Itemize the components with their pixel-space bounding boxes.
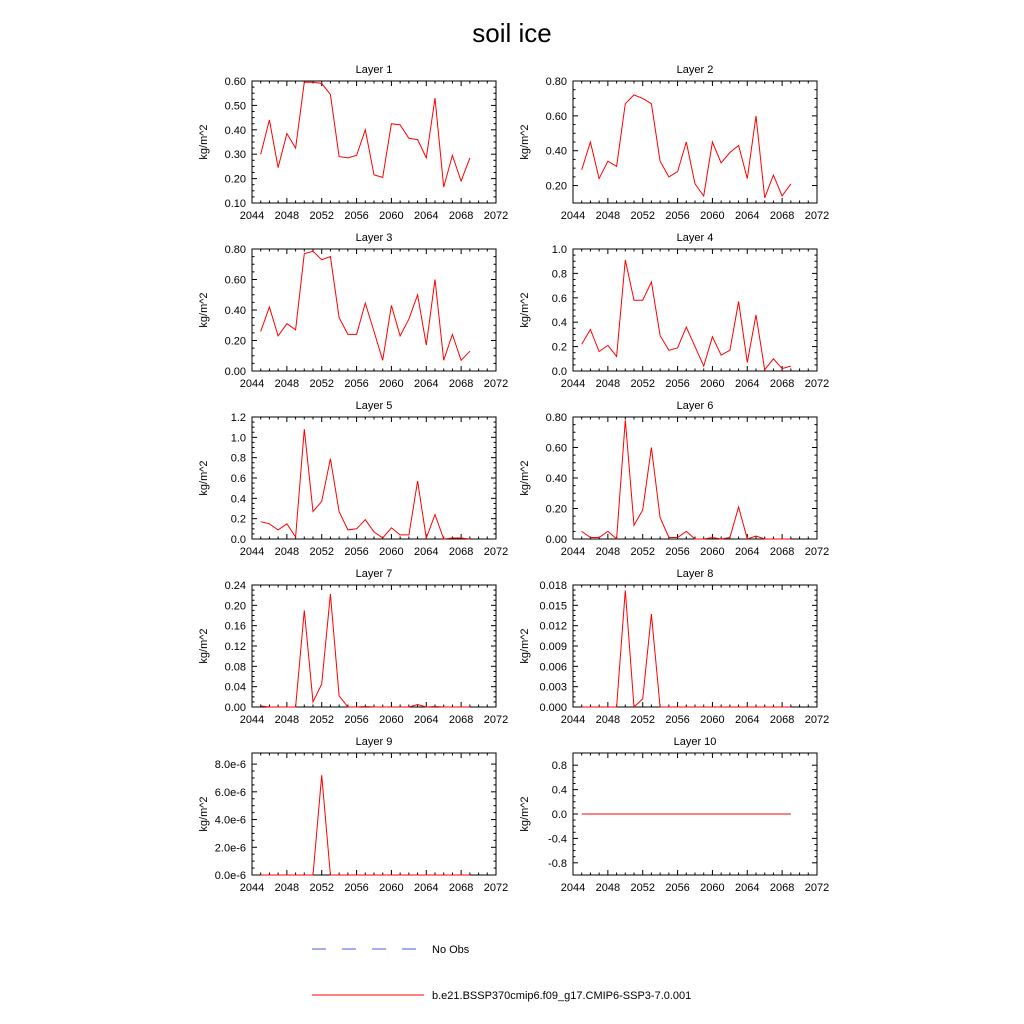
y-axis-label: kg/m^2	[198, 292, 210, 328]
y-tick-label: 0.000	[539, 702, 567, 714]
x-tick-label: 2048	[595, 210, 621, 222]
y-tick-label: -0.8	[548, 857, 567, 870]
y-tick-label: 0.006	[539, 661, 567, 674]
x-tick-label: 2048	[274, 378, 300, 390]
x-tick-label: 2060	[379, 546, 404, 558]
y-tick-label: 0.20	[224, 335, 246, 348]
x-tick-label: 2064	[735, 882, 760, 894]
y-tick-label: 0.015	[539, 600, 567, 613]
x-tick-label: 2064	[735, 210, 760, 222]
x-tick-label: 2064	[414, 882, 439, 894]
x-tick-label: 2072	[483, 714, 509, 726]
x-tick-label: 2064	[735, 546, 760, 558]
y-tick-label: 0.0e-6	[214, 870, 246, 882]
y-tick-label: 0.30	[224, 149, 246, 162]
legend-label-no-obs: No Obs	[432, 944, 470, 956]
x-tick-label: 2064	[414, 714, 439, 726]
x-tick-label: 2068	[448, 546, 474, 558]
y-tick-label: 0.16	[224, 620, 246, 633]
y-tick-label: 0.60	[224, 76, 246, 88]
x-tick-label: 2044	[239, 714, 265, 726]
x-tick-label: 2056	[344, 714, 369, 726]
y-tick-label: 0.0	[551, 809, 567, 821]
y-tick-label: 0.12	[224, 641, 246, 653]
x-tick-label: 2060	[379, 210, 404, 222]
x-tick-label: 2068	[448, 714, 474, 726]
x-tick-label: 2072	[804, 714, 830, 726]
panel-title: Layer 4	[676, 232, 714, 244]
y-tick-label: 0.20	[545, 180, 567, 193]
x-tick-label: 2072	[483, 546, 509, 558]
y-tick-label: 0.0	[230, 534, 246, 546]
y-tick-label: 0.20	[545, 503, 567, 516]
x-tick-label: 2064	[735, 378, 760, 390]
y-tick-label: 0.003	[539, 681, 567, 694]
x-tick-label: 2068	[769, 546, 795, 558]
y-tick-label: 0.6	[551, 292, 567, 305]
x-tick-label: 2044	[560, 378, 586, 390]
x-tick-label: 2044	[560, 714, 586, 726]
x-tick-label: 2060	[700, 882, 725, 894]
x-tick-label: 2072	[483, 378, 509, 390]
x-tick-label: 2048	[595, 378, 621, 390]
y-tick-label: 0.018	[539, 580, 567, 592]
panel-title: Layer 6	[676, 400, 714, 412]
x-tick-label: 2072	[804, 546, 830, 558]
x-tick-label: 2064	[414, 378, 439, 390]
y-tick-label: 2.0e-6	[214, 842, 246, 855]
x-tick-label: 2052	[309, 210, 334, 222]
x-tick-label: 2056	[344, 210, 369, 222]
panel-title: Layer 1	[355, 64, 393, 76]
x-tick-label: 2044	[239, 546, 265, 558]
y-tick-label: 0.0	[551, 366, 567, 378]
x-tick-label: 2048	[274, 210, 300, 222]
x-tick-label: 2052	[630, 546, 655, 558]
y-tick-label: 6.0e-6	[214, 786, 246, 799]
x-tick-label: 2056	[665, 714, 690, 726]
y-tick-label: 0.24	[224, 580, 246, 592]
x-tick-label: 2068	[448, 210, 474, 222]
y-axis-label: kg/m^2	[198, 124, 210, 160]
x-tick-label: 2068	[769, 378, 795, 390]
x-tick-label: 2068	[769, 882, 795, 894]
y-axis-label: kg/m^2	[198, 796, 210, 832]
x-tick-label: 2072	[804, 210, 830, 222]
y-tick-label: 0.8	[551, 760, 567, 773]
y-axis-label: kg/m^2	[519, 628, 531, 664]
x-tick-label: 2072	[483, 210, 509, 222]
panel-title: Layer 7	[355, 568, 393, 580]
x-tick-label: 2052	[309, 714, 334, 726]
x-tick-label: 2048	[595, 546, 621, 558]
x-tick-label: 2060	[379, 714, 404, 726]
x-tick-label: 2060	[700, 210, 725, 222]
x-tick-label: 2056	[344, 882, 369, 894]
x-tick-label: 2056	[665, 546, 690, 558]
y-tick-label: 0.80	[545, 76, 567, 88]
x-tick-label: 2044	[239, 882, 265, 894]
x-tick-label: 2044	[560, 546, 586, 558]
y-tick-label: 0.6	[230, 473, 246, 485]
x-tick-label: 2060	[700, 714, 725, 726]
panel-title: Layer 8	[676, 568, 714, 580]
x-tick-label: 2060	[379, 882, 404, 894]
y-tick-label: 0.8	[230, 452, 246, 465]
x-tick-label: 2072	[483, 882, 509, 894]
x-tick-label: 2052	[630, 210, 655, 222]
y-tick-label: 0.00	[224, 702, 246, 714]
x-tick-label: 2064	[414, 546, 439, 558]
figure-title: soil ice	[472, 18, 552, 48]
x-tick-label: 2052	[630, 882, 655, 894]
y-tick-label: 0.60	[545, 110, 567, 123]
y-tick-label: 8.0e-6	[214, 759, 246, 772]
x-tick-label: 2052	[309, 546, 334, 558]
x-tick-label: 2056	[665, 882, 690, 894]
y-tick-label: 0.10	[224, 198, 246, 210]
x-tick-label: 2048	[595, 882, 621, 894]
y-tick-label: 0.40	[224, 124, 246, 137]
y-tick-label: 0.009	[539, 641, 567, 653]
y-tick-label: -0.4	[548, 833, 567, 846]
y-tick-label: 1.2	[230, 412, 246, 424]
panel-title: Layer 9	[355, 736, 393, 748]
x-tick-label: 2068	[448, 378, 474, 390]
x-tick-label: 2052	[309, 378, 334, 390]
y-axis-label: kg/m^2	[519, 292, 531, 328]
x-tick-label: 2044	[239, 210, 265, 222]
y-axis-label: kg/m^2	[519, 124, 531, 160]
y-tick-label: 0.50	[224, 100, 246, 113]
x-tick-label: 2044	[239, 378, 265, 390]
x-tick-label: 2064	[735, 714, 760, 726]
y-tick-label: 0.60	[545, 442, 567, 455]
y-tick-label: 0.4	[551, 784, 567, 797]
y-tick-label: 0.20	[224, 600, 246, 613]
x-tick-label: 2052	[630, 714, 655, 726]
x-tick-label: 2052	[630, 378, 655, 390]
x-tick-label: 2056	[665, 378, 690, 390]
y-tick-label: 0.08	[224, 661, 246, 674]
x-tick-label: 2068	[769, 714, 795, 726]
panel-title: Layer 2	[676, 64, 714, 76]
x-tick-label: 2060	[379, 378, 404, 390]
y-axis-label: kg/m^2	[519, 460, 531, 496]
y-tick-label: 1.0	[230, 432, 246, 445]
x-tick-label: 2064	[414, 210, 439, 222]
y-tick-label: 0.04	[224, 681, 246, 694]
y-tick-label: 0.4	[551, 317, 567, 330]
panel-title: Layer 10	[673, 736, 717, 748]
x-tick-label: 2072	[804, 882, 830, 894]
x-tick-label: 2048	[274, 546, 300, 558]
panel-title: Layer 3	[355, 232, 393, 244]
y-tick-label: 0.2	[230, 513, 246, 526]
y-tick-label: 0.00	[224, 366, 246, 378]
x-tick-label: 2044	[560, 882, 586, 894]
y-tick-label: 0.40	[545, 145, 567, 158]
y-tick-label: 0.4	[230, 493, 246, 506]
y-tick-label: 0.40	[545, 473, 567, 485]
x-tick-label: 2056	[344, 546, 369, 558]
y-tick-label: 0.80	[545, 412, 567, 424]
x-tick-label: 2056	[344, 378, 369, 390]
y-tick-label: 0.20	[224, 173, 246, 186]
x-tick-label: 2060	[700, 546, 725, 558]
x-tick-label: 2052	[309, 882, 334, 894]
x-tick-label: 2068	[448, 882, 474, 894]
y-tick-label: 4.0e-6	[214, 814, 246, 827]
x-tick-label: 2060	[700, 378, 725, 390]
panel-title: Layer 5	[355, 400, 393, 412]
y-tick-label: 0.00	[545, 534, 567, 546]
x-tick-label: 2068	[769, 210, 795, 222]
y-tick-label: 0.8	[551, 268, 567, 281]
x-tick-label: 2048	[274, 714, 300, 726]
x-tick-label: 2048	[274, 882, 300, 894]
legend-label-model: b.e21.BSSP370cmip6.f09_g17.CMIP6-SSP3-7.0.001	[432, 990, 692, 1002]
y-tick-label: 0.012	[539, 620, 567, 633]
y-tick-label: 0.2	[551, 341, 567, 354]
x-tick-label: 2048	[595, 714, 621, 726]
y-tick-label: 0.80	[224, 244, 246, 256]
y-tick-label: 0.60	[224, 274, 246, 287]
y-axis-label: kg/m^2	[198, 460, 210, 496]
y-tick-label: 1.0	[551, 244, 567, 256]
y-axis-label: kg/m^2	[198, 628, 210, 664]
y-tick-label: 0.40	[224, 305, 246, 317]
x-tick-label: 2044	[560, 210, 586, 222]
y-axis-label: kg/m^2	[519, 796, 531, 832]
x-tick-label: 2056	[665, 210, 690, 222]
x-tick-label: 2072	[804, 378, 830, 390]
